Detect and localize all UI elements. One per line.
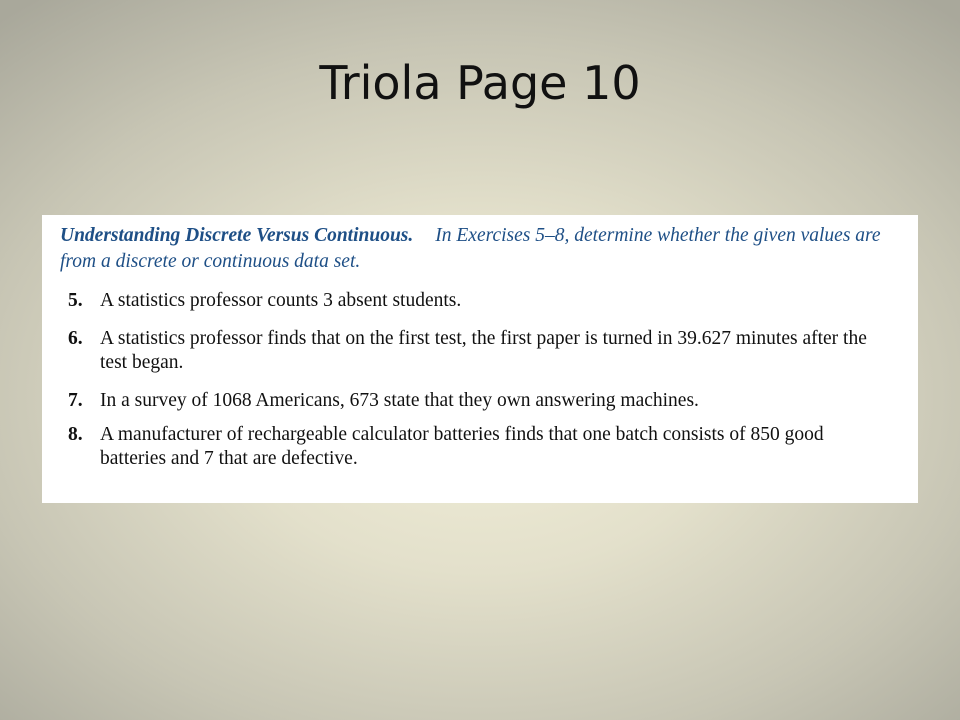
exercise-text: A statistics professor counts 3 absent students. [100, 290, 462, 311]
section-heading: Understanding Discrete Versus Continuous. [60, 225, 414, 246]
exercise-item [60, 289, 888, 313]
slide-title: Triola Page 10 [319, 56, 641, 110]
exercise-text: A manufacturer of rechargeable calculator batteries finds that one batch consists of 850 good batteries and 7 that are defective. [100, 424, 824, 469]
exercise-number: 7. [68, 390, 83, 411]
exercise-text: A statistics professor finds that on the first test, the first paper is turned in 39.627 minutes after the test began. [100, 328, 867, 373]
textbook-excerpt [42, 215, 918, 503]
exercise-text: In a survey of 1068 Americans, 673 state that they own answering machines. [100, 390, 699, 411]
exercise-item [60, 389, 888, 413]
exercise-item [60, 327, 888, 375]
exercise-number: 6. [68, 328, 83, 349]
exercise-number: 8. [68, 424, 83, 445]
exercise-item [60, 423, 888, 471]
exercise-instructions [60, 223, 888, 275]
exercise-number: 5. [68, 290, 83, 311]
instruction-text: In Exercises 5–8, determine whether the given values are from a discrete or continuous data set. [60, 225, 881, 272]
